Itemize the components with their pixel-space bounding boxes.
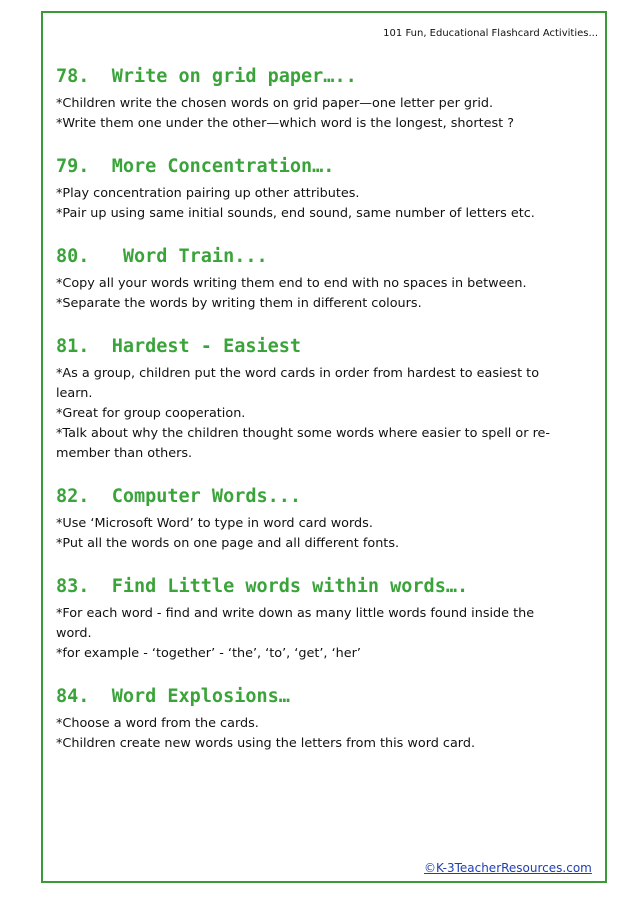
activity-line: *Write them one under the other—which word is the longest, shortest ? bbox=[56, 116, 515, 131]
activity-line: *Play concentration pairing up other attributes. bbox=[56, 186, 360, 201]
activity-line: word. bbox=[56, 626, 92, 641]
activity-line: *Separate the words by writing them in different colours. bbox=[56, 296, 422, 311]
activity-78 bbox=[56, 66, 601, 134]
activity-line: *Children create new words using the letters from this word card. bbox=[56, 736, 476, 751]
activity-line: *Children write the chosen words on grid paper—one letter per grid. bbox=[56, 96, 494, 111]
activity-84 bbox=[56, 686, 601, 754]
activity-80 bbox=[56, 246, 601, 314]
page-header: 101 Fun, Educational Flashcard Activities... bbox=[383, 28, 598, 39]
activity-line: *Put all the words on one page and all different fonts. bbox=[56, 536, 400, 551]
activity-heading: 81. Hardest - Easiest bbox=[56, 336, 302, 357]
activity-82 bbox=[56, 486, 601, 554]
activity-line: *Copy all your words writing them end to end with no spaces in between. bbox=[56, 276, 527, 291]
activity-line: *Choose a word from the cards. bbox=[56, 716, 259, 731]
activity-79 bbox=[56, 156, 601, 224]
activity-heading: 79. More Concentration…. bbox=[56, 156, 335, 177]
activity-list bbox=[56, 66, 601, 754]
activity-line: *Use ‘Microsoft Word’ to type in word card words. bbox=[56, 516, 373, 531]
activity-81 bbox=[56, 336, 601, 464]
activity-heading: 78. Write on grid paper….. bbox=[56, 66, 357, 87]
activity-line: *for example - ‘together’ - ‘the’, ‘to’, ‘get’, ‘her’ bbox=[56, 646, 361, 661]
activity-heading: 83. Find Little words within words…. bbox=[56, 576, 469, 597]
activity-line: learn. bbox=[56, 386, 93, 401]
activity-line: *Talk about why the children thought some words where easier to spell or re- bbox=[56, 426, 551, 441]
activity-line: *For each word - find and write down as many little words found inside the bbox=[56, 606, 535, 621]
activity-line: member than others. bbox=[56, 446, 193, 461]
activity-heading: 84. Word Explosions… bbox=[56, 686, 290, 707]
copyright-link[interactable]: ©K-3TeacherResources.com bbox=[424, 861, 592, 875]
activity-line: *As a group, children put the word cards in order from hardest to easiest to bbox=[56, 366, 540, 381]
activity-heading: 82. Computer Words... bbox=[56, 486, 302, 507]
activity-heading: 80. Word Train... bbox=[56, 246, 268, 267]
activity-83 bbox=[56, 576, 601, 664]
activity-line: *Great for group cooperation. bbox=[56, 406, 246, 421]
activity-line: *Pair up using same initial sounds, end sound, same number of letters etc. bbox=[56, 206, 535, 221]
